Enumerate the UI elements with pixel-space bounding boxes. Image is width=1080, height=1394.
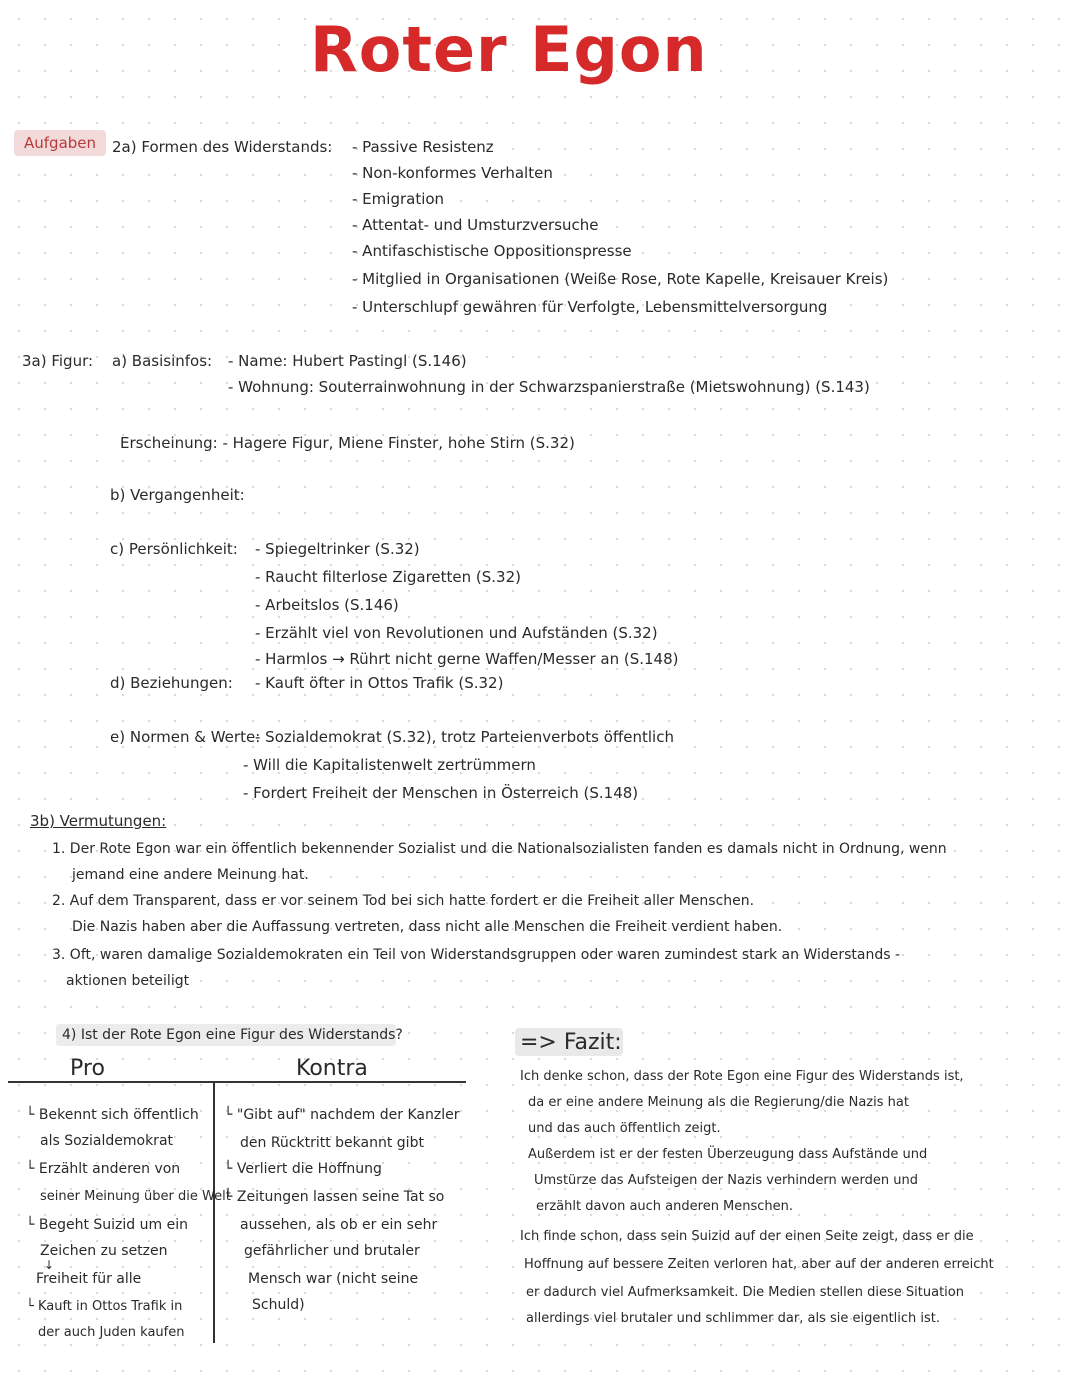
task-2a-item: - Mitglied in Organisationen (Weiße Rose, Rote Kapelle, Kreisauer Kreis) [352,270,889,288]
pro-line: Freiheit für alle [36,1271,142,1287]
kontra-line: Mensch war (nicht seine [248,1271,419,1287]
pro-line: └ Kauft in Ottos Trafik in [26,1299,183,1314]
task-4-question: 4) Ist der Rote Egon eine Figur des Widerstands? [62,1027,403,1043]
task-3b-heading: 3b) Vermutungen: [30,812,167,830]
kontra-line: └ Zeitungen lassen seine Tat so [224,1189,445,1205]
persoenlichkeit-item: - Erzählt viel von Revolutionen und Aufständen (S.32) [255,624,658,642]
fazit-line: allerdings viel brutaler und schlimmer dar, als sie eigentlich ist. [526,1311,941,1326]
vermutung-line: Die Nazis haben aber die Auffassung vertreten, dass nicht alle Menschen die Freiheit verdient haben. [72,919,783,935]
pro-line: seiner Meinung über die Welt [40,1189,231,1204]
vergangenheit-heading: b) Vergangenheit: [110,486,245,504]
vermutung-line: 1. Der Rote Egon war ein öffentlich bekennender Sozialist und die Nationalsozialisten fanden es damals nicht in Ordnung, wenn [52,841,947,857]
task-2a-item: - Emigration [352,190,445,208]
task-2a-item: - Unterschlupf gewähren für Verfolgte, Lebensmittelversorgung [352,298,828,316]
pro-line: └ Erzählt anderen von [26,1161,181,1177]
persoenlichkeit-item: - Raucht filterlose Zigaretten (S.32) [255,568,521,586]
fazit-line: Außerdem ist er der festen Überzeugung dass Aufstände und [528,1147,928,1162]
beziehungen-heading: d) Beziehungen: [110,674,233,692]
kontra-header: Kontra [296,1056,368,1081]
normen-item: - Fordert Freiheit der Menschen in Österreich (S.148) [243,784,639,802]
pro-line: └ Begeht Suizid um ein [26,1217,188,1233]
normen-heading: e) Normen & Werte: [110,728,261,746]
aufgaben-badge: Aufgaben [14,130,106,156]
task-2a-item: - Attentat- und Umsturzversuche [352,216,599,234]
fazit-line: erzählt davon auch anderen Menschen. [536,1199,794,1214]
kontra-line: Schuld) [252,1297,305,1313]
pro-header: Pro [70,1056,105,1081]
pro-line: └ Bekennt sich öffentlich [26,1107,199,1123]
vermutung-line: aktionen beteiligt [66,973,190,989]
vermutung-line: 2. Auf dem Transparent, dass er vor seinem Tod bei sich hatte fordert er die Freiheit aller Menschen. [52,893,755,909]
basisinfos-heading: a) Basisinfos: [112,352,213,370]
kontra-line: gefährlicher und brutaler [244,1243,420,1259]
fazit-line: Ich finde schon, dass sein Suizid auf der einen Seite zeigt, dass er die [520,1229,974,1244]
basisinfo-name: - Name: Hubert Pastingl (S.146) [228,352,467,370]
normen-item: - Sozialdemokrat (S.32), trotz Parteienverbots öffentlich [255,728,674,746]
fazit-line: er dadurch viel Aufmerksamkeit. Die Medien stellen diese Situation [526,1285,964,1300]
fazit-line: Ich denke schon, dass der Rote Egon eine Figur des Widerstands ist, [520,1069,964,1084]
vermutung-line: jemand eine andere Meinung hat. [72,867,309,883]
basisinfo-wohnung: - Wohnung: Souterrainwohnung in der Schwarzspanierstraße (Mietswohnung) (S.143) [228,378,870,396]
task-2a-item: - Passive Resistenz [352,138,494,156]
beziehungen-item: - Kauft öfter in Ottos Trafik (S.32) [255,674,504,692]
vermutung-line: 3. Oft, waren damalige Sozialdemokraten ein Teil von Widerstandsgruppen oder waren zumindest stark an Widerstands - [52,947,901,963]
persoenlichkeit-item: - Spiegeltrinker (S.32) [255,540,420,558]
task-2a-item: - Non-konformes Verhalten [352,164,553,182]
pro-line: Zeichen zu setzen [40,1243,168,1259]
kontra-line: └ "Gibt auf" nachdem der Kanzler [224,1107,460,1123]
persoenlichkeit-item: - Harmlos → Rührt nicht gerne Waffen/Messer an (S.148) [255,650,679,668]
task-2a-item: - Antifaschistische Oppositionspresse [352,242,632,260]
pro-line: der auch Juden kaufen [38,1325,185,1340]
fazit-line: und das auch öffentlich zeigt. [528,1121,721,1136]
pro-line: als Sozialdemokrat [40,1133,174,1149]
table-divider-vertical [213,1081,215,1343]
table-divider-horizontal [8,1081,466,1083]
kontra-line: den Rücktritt bekannt gibt [240,1135,424,1151]
arrow-down-icon: ↓ [44,1258,55,1272]
fazit-line: da er eine andere Meinung als die Regierung/die Nazis hat [528,1095,909,1110]
page-title: Roter Egon [310,13,708,86]
fazit-heading: => Fazit: [520,1030,622,1055]
task-3a-label: 3a) Figur: [22,352,94,370]
kontra-line: └ Verliert die Hoffnung [224,1161,382,1177]
fazit-line: Umstürze das Aufsteigen der Nazis verhindern werden und [534,1173,919,1188]
task-2a-heading: 2a) Formen des Widerstands: [112,138,333,156]
fazit-line: Hoffnung auf bessere Zeiten verloren hat, aber auf der anderen erreicht [524,1257,994,1272]
persoenlichkeit-item: - Arbeitslos (S.146) [255,596,399,614]
normen-item: - Will die Kapitalistenwelt zertrümmern [243,756,536,774]
erscheinung-line: Erscheinung: - Hagere Figur, Miene Finster, hohe Stirn (S.32) [120,434,575,452]
kontra-line: aussehen, als ob er ein sehr [240,1217,438,1233]
persoenlichkeit-heading: c) Persönlichkeit: [110,540,238,558]
